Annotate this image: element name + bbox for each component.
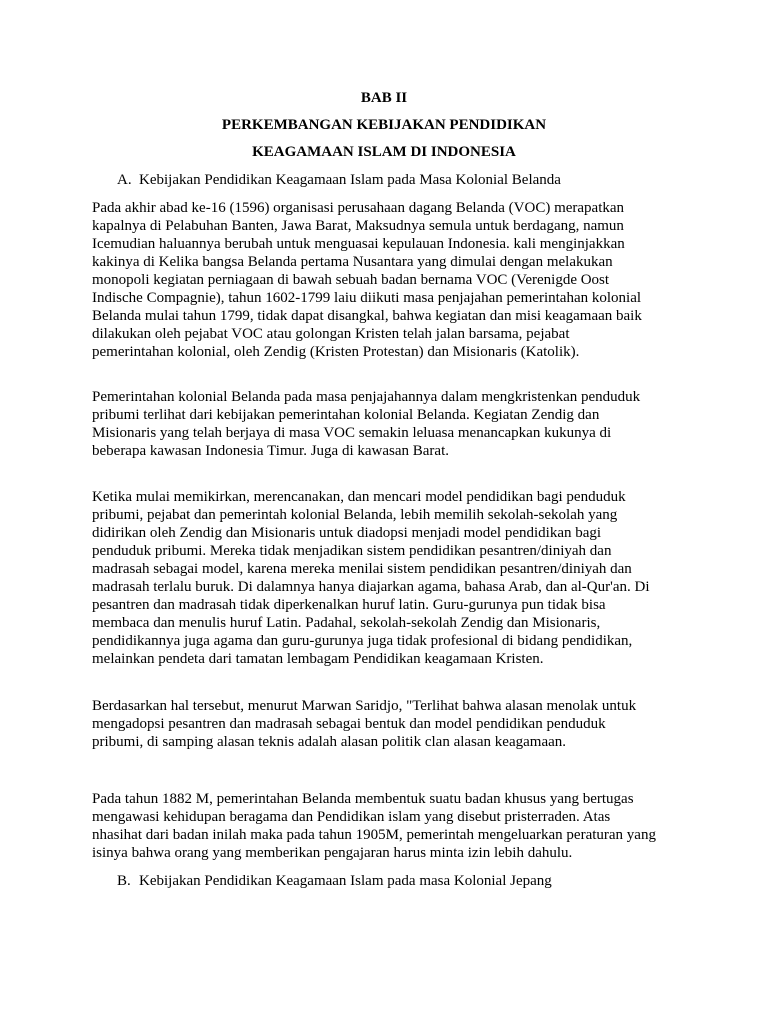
paragraph-line: kapalnya di Pelabuhan Banten, Jawa Barat, Maksudnya semula untuk berdagang, namun [92, 218, 624, 234]
section-a-text: Kebijakan Pendidikan Keagamaan Islam pada Masa Kolonial Belanda [139, 172, 561, 188]
paragraph-line: monopoli kegiatan perniagaan di bawah sebuah badan bernama VOC (Verenigde Oost [92, 272, 610, 288]
paragraph-line: membaca dan menulis huruf Latin. Padahal, sekolah-sekolah Zendig dan Misionaris, [92, 615, 601, 631]
paragraph-line: penduduk pribumi. Mereka tidak menjadikan sistem pendidikan pesantren/diniyah dan [92, 543, 612, 559]
paragraph-4 [92, 697, 692, 751]
paragraph-1 [92, 199, 692, 361]
section-a-heading [117, 171, 561, 189]
paragraph-line: Ketika mulai memikirkan, merencanakan, dan mencari model pendidikan bagi penduduk [92, 489, 626, 505]
paragraph-line: beberapa kawasan Indonesia Timur. Juga di kawasan Barat. [92, 443, 449, 459]
paragraph-line: melainkan pendeta dari tamatan lembagam Pendidikan keagamaan Kristen. [92, 651, 544, 667]
paragraph-line: pemerintahan kolonial, oleh Zendig (Kristen Protestan) dan Misionaris (Katolik). [92, 344, 580, 360]
section-a-marker: A. [117, 172, 132, 188]
paragraph-line: mengawasi kehidupan beragama dan Pendidikan islam yang disebut pristerraden. Atas [92, 809, 611, 825]
paragraph-line: didirikan oleh Zendig dan Misionaris untuk diadopsi menjadi model pendidikan bagi [92, 525, 602, 541]
paragraph-line: pribumi, di samping alasan teknis adalah alasan politik clan alasan keagamaan. [92, 734, 567, 750]
paragraph-line: Berdasarkan hal tersebut, menurut Marwan Saridjo, "Terlihat bahwa alasan menolak untuk [92, 698, 637, 714]
paragraph-line: Pemerintahan kolonial Belanda pada masa penjajahannya dalam mengkristenkan penduduk [92, 389, 641, 405]
chapter-heading: BAB II [360, 90, 408, 106]
paragraph-line: kakinya di Kelika bangsa Belanda pertama Nusantara yang dimulai dengan melakukan [92, 254, 613, 270]
paragraph-line: Belanda mulai tahun 1799, tidak dapat disangkal, bahwa kegiatan dan misi keagamaan baik [92, 308, 642, 324]
chapter-title-line-1: PERKEMBANGAN KEBIJAKAN PENDIDIKAN [221, 117, 547, 133]
paragraph-line: Pada akhir abad ke-16 (1596) organisasi perusahaan dagang Belanda (VOC) merapatkan [92, 200, 625, 216]
chapter-title-line-2: KEAGAMAAN ISLAM DI INDONESIA [252, 144, 516, 160]
paragraph-5 [92, 790, 692, 862]
paragraph-line: pribumi terlihat dari kebijakan pemerintahan kolonial Belanda. Kegiatan Zendig dan [92, 407, 600, 423]
paragraph-line: dilakukan oleh pejabat VOC atau golongan Kristen telah jalan barsama, pejabat [92, 326, 570, 342]
paragraph-line: mengadopsi pesantren dan madrasah sebagai bentuk dan model pendidikan penduduk [92, 716, 606, 732]
paragraph-3 [92, 488, 692, 668]
paragraph-line: madrasah terlalu buruk. Di dalamnya hanya diajarkan agama, bahasa Arab, dan al-Qur'an. Di [92, 579, 650, 595]
paragraph-line: isinya bahwa orang yang memberikan pengajaran harus minta izin lebih dahulu. [92, 845, 573, 861]
section-b-text: Kebijakan Pendidikan Keagamaan Islam pada masa Kolonial Jepang [139, 873, 552, 889]
paragraph-line: Pada tahun 1882 M, pemerintahan Belanda membentuk suatu badan khusus yang bertugas [92, 791, 634, 807]
paragraph-line: madrasah sebagai model, karena mereka menilai sistem pendidikan pesantren/diniyah dan [92, 561, 632, 577]
paragraph-line: pribumi, pejabat dan pemerintah kolonial Belanda, lebih memilih sekolah-sekolah yang [92, 507, 618, 523]
section-b-marker: B. [117, 873, 131, 889]
paragraph-line: Indische Compagnie), tahun 1602-1799 laiu diikuti masa penjajahan pemerintahan kolonial [92, 290, 642, 306]
paragraph-line: Icemudian haluannya berubah untuk menguasai kepulauan Indonesia. kali menginjakkan [92, 236, 625, 252]
paragraph-line: Misionaris yang telah berjaya di masa VOC semakin leluasa menancapkan kukunya di [92, 425, 612, 441]
paragraph-line: pendidikannya juga agama dan guru-gurunya juga tidak profesional di bidang pendidikan, [92, 633, 633, 649]
paragraph-line: nhasihat dari badan inilah maka pada tahun 1905M, pemerintah mengeluarkan peraturan yang [92, 827, 656, 843]
paragraph-line: pesantren dan madrasah tidak diperkenalkan huruf latin. Guru-gurunya pun tidak bisa [92, 597, 606, 613]
paragraph-2 [92, 388, 692, 460]
section-b-heading [117, 872, 552, 890]
